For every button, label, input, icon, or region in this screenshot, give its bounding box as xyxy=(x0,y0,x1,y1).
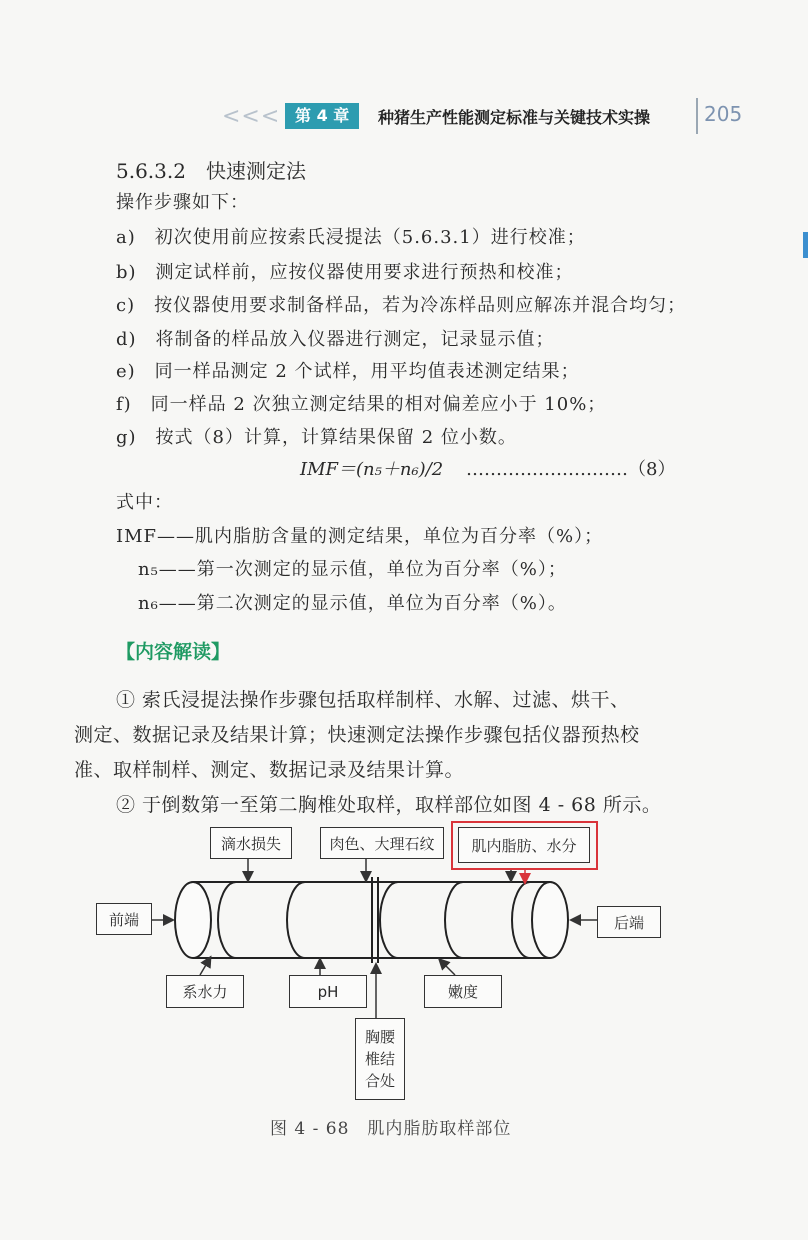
label-imf-water: 肌内脂肪、水分 xyxy=(458,827,590,863)
step-a: a) 初次使用前应按索氏浸提法（5.6.3.1）进行校准； xyxy=(116,227,586,248)
interpretation-para2: ② 于倒数第一至第二胸椎处取样，取样部位如图 4 - 68 所示。 xyxy=(116,794,662,816)
label-drip-loss: 滴水损失 xyxy=(210,827,292,859)
interpretation-para1-line2: 测定、数据记录及结果计算；快速测定法操作步骤包括仪器预热校 xyxy=(74,724,640,746)
definition-imf: IMF——肌内脂肪含量的测定结果，单位为百分率（%）； xyxy=(116,526,604,547)
step-b: b) 测定试样前，应按仪器使用要求进行预热和校准； xyxy=(116,262,574,283)
label-color-marbling: 肉色、大理石纹 xyxy=(320,827,444,859)
figure-caption: 图 4 - 68 肌内脂肪取样部位 xyxy=(270,1119,512,1139)
header-divider xyxy=(696,98,698,134)
formula: IMF＝(n₅＋n₆)/2 xyxy=(300,459,444,480)
where-label: 式中： xyxy=(116,492,173,513)
edge-tab-marker xyxy=(803,232,808,258)
definition-n5: n₅——第一次测定的显示值，单位为百分率（%）； xyxy=(138,559,567,580)
chapter-title: 种猪生产性能测定标准与关键技术实操 xyxy=(378,108,651,127)
formula-reference: ………………………（8） xyxy=(466,459,676,480)
definition-n6: n₆——第二次测定的显示值，单位为百分率（%）。 xyxy=(138,593,567,614)
label-front-end: 前端 xyxy=(96,903,152,935)
section-title: 5.6.3.2 快速测定法 xyxy=(116,159,306,183)
step-f: f) 同一样品 2 次独立测定结果的相对偏差应小于 10%； xyxy=(116,394,607,415)
nav-arrows: <<< xyxy=(222,104,281,129)
chapter-badge: 第 4 章 xyxy=(285,103,359,129)
interpretation-para1-line1: ① 索氏浸提法操作步骤包括取样制样、水解、过滤、烘干、 xyxy=(116,689,630,711)
interpretation-heading: 【内容解读】 xyxy=(116,641,231,663)
step-e: e) 同一样品测定 2 个试样，用平均值表述测定结果； xyxy=(116,361,580,382)
page-number: 205 xyxy=(704,102,743,126)
label-junction: 胸腰椎结合处 xyxy=(355,1018,405,1100)
page-header xyxy=(0,96,808,136)
interpretation-para1-line3: 准、取样制样、测定、数据记录及结果计算。 xyxy=(74,759,465,781)
steps-intro: 操作步骤如下： xyxy=(116,192,249,213)
step-g: g) 按式（8）计算，计算结果保留 2 位小数。 xyxy=(116,427,517,448)
loin-cylinder xyxy=(175,877,568,963)
step-c: c) 按仪器使用要求制备样品，若为冷冻样品则应解冻并混合均匀； xyxy=(116,295,687,316)
label-rear-end: 后端 xyxy=(597,906,661,938)
step-d: d) 将制备的样品放入仪器进行测定，记录显示值； xyxy=(116,329,555,350)
label-ph: pH xyxy=(289,975,367,1008)
label-water-holding: 系水力 xyxy=(166,975,244,1008)
label-tenderness: 嫩度 xyxy=(424,975,502,1008)
